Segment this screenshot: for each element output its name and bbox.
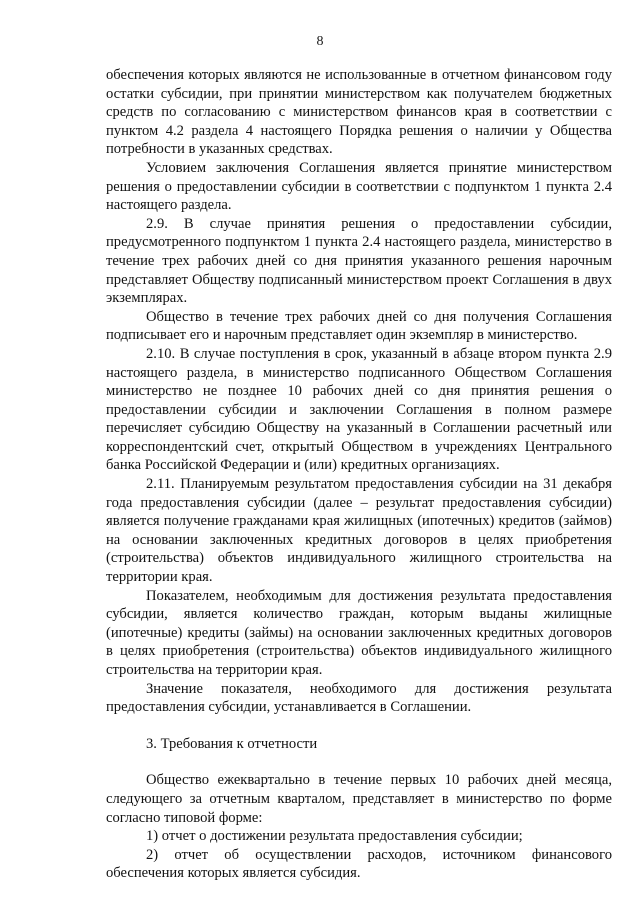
list-item-report-1: 1) отчет о достижении результата предоставления субсидии; — [146, 828, 523, 845]
paragraph-2-10: 2.10. В случае поступления в срок, указанный в абзаце втором пункта 2.9 настоящего раздела, в министерство подписанного Обществом Соглашения министерство не позднее 10 рабочих дней со дня принятия решения о предоставлении субсидии и заключении Соглашения в полном размере перечисляет субсидию Обществу на указанный в Соглашении расчетный или корреспондентский счет, открытый Обществом в учреждениях Центрального банка Российской Федерации и (или) кредитных организациях. — [106, 345, 612, 474]
paragraph-reporting: Общество ежеквартально в течение первых 10 рабочих дней месяца, следующего за отчетным кварталом, представляет в министерство по форме согласно типовой форме: — [106, 772, 612, 826]
paragraph-2-11: 2.11. Планируемым результатом предоставления субсидии на 31 декабря года предоставления субсидии (далее – результат предоставления субсидии) является получение гражданами края жилищных (ипотечных) кредитов (займов) на основании заключенных кредитных договоров в целях приобретения (строительства) объектов индивидуального жилищного строительства на территории края. — [106, 476, 612, 586]
paragraph-signing: Общество в течение трех рабочих дней со дня получения Соглашения подписывает его и нарочным представляет один экземпляр в министерство. — [106, 308, 612, 344]
document-body — [106, 66, 612, 883]
paragraph-agreement-condition: Условием заключения Соглашения является принятие министерством решения о предоставлении субсидии в соответствии с подпунктом 1 пункта 2.4 настоящего раздела. — [106, 159, 612, 214]
page-number: 8 — [316, 34, 324, 49]
paragraph-indicator-value: Значение показателя, необходимого для достижения результата предоставления субсидии, устанавливается в Соглашении. — [106, 680, 612, 716]
list-item-report-2: 2) отчет об осуществлении расходов, источником финансового обеспечения которых является субсидия. — [106, 846, 612, 882]
section-heading: 3. Требования к отчетности — [146, 735, 318, 752]
paragraph-2-9: 2.9. В случае принятия решения о предоставлении субсидии, предусмотренного подпунктом 1 пункта 2.4 настоящего раздела, министерство в течение трех рабочих дней со дня принятия указанного решения нарочным представляет Обществу подписанный министерством проект Соглашения в двух экземплярах. — [106, 215, 612, 307]
paragraph-indicator: Показателем, необходимым для достижения результата предоставления субсидии, является количество граждан, которым выданы жилищные (ипотечные) кредиты (займы) на основании заключенных кредитных договоров в целях приобретения (строительства) объектов индивидуального жилищного строительства на территории края. — [106, 587, 612, 678]
paragraph-continuation: обеспечения которых являются не использованные в отчетном финансовом году остатки субсидии, при принятии министерством как получателем бюджетных средств по согласованию с министерством финансов края в соответствии с пунктом 4.2 раздела 4 настоящего Порядка решения о наличии у Общества потребности в указанных средствах. — [106, 67, 612, 158]
